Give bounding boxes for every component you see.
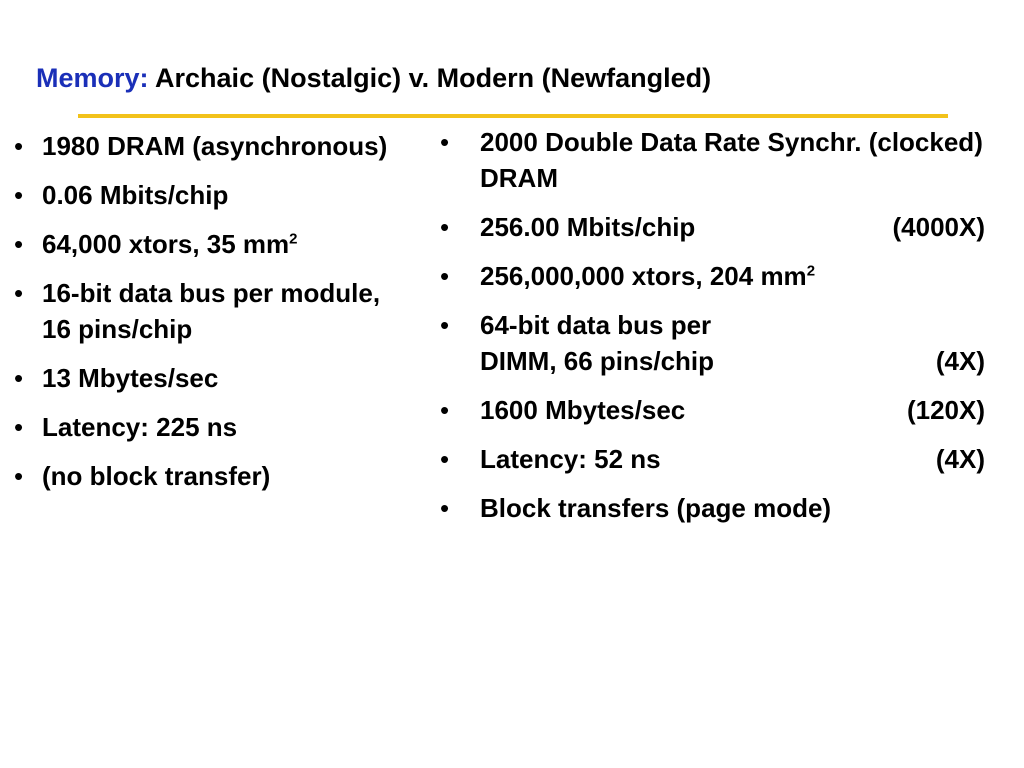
title-underline [78,114,948,118]
superscript: 2 [806,262,816,280]
list-item [14,360,414,396]
list-item [440,124,985,196]
bullet-icon: • [440,212,450,242]
list-item [14,226,414,262]
bullet-icon: • [14,461,24,491]
bullet-icon: • [440,310,450,340]
list-item [14,275,414,347]
bullet-icon: • [440,395,450,425]
item-text: 1980 DRAM (asynchronous) [42,131,388,161]
bullet-icon: • [440,493,450,523]
list-item [14,409,414,445]
superscript: 2 [289,230,298,248]
item-text: 0.06 Mbits/chip [42,180,229,210]
bullet-icon: • [440,127,450,157]
list-item [440,307,985,379]
improvement-ratio: (120X) [906,395,985,425]
item-second-line: DIMM, 66 pins/chip [480,346,715,376]
improvement-ratio: (4000X) [892,212,985,242]
title-accent: Memory: [36,63,149,93]
list-item [14,128,414,164]
item-text: 1600 Mbytes/sec [480,395,686,425]
item-text-with-sup [480,258,985,294]
bullet-icon: • [440,444,450,474]
list-item [440,490,985,526]
item-first-line: 64-bit data bus per [480,310,712,340]
list-item [440,392,985,428]
item-row [480,343,985,379]
item-text: 13 Mbytes/sec [42,363,219,393]
slide-title [36,58,711,98]
bullet-icon: • [14,180,24,210]
bullet-icon: • [14,363,24,393]
list-item [440,209,985,245]
list-item [14,177,414,213]
bullet-icon: • [14,278,24,308]
list-item [440,441,985,477]
item-text: 16-bit data bus per module, 16 pins/chip [42,278,381,344]
item-text: Latency: 225 ns [42,412,238,442]
list-item [440,258,985,294]
item-text: 64,000 xtors, 35 mm [42,229,290,259]
item-text: 256.00 Mbits/chip [480,212,696,242]
right-column-list [440,124,985,539]
item-row [480,441,985,477]
list-item [14,458,414,494]
bullet-icon: • [440,261,450,291]
item-row [480,209,985,245]
item-row [480,392,985,428]
title-rest: Archaic (Nostalgic) v. Modern (Newfangled) [155,63,712,93]
item-text: (no block transfer) [42,461,271,491]
item-text: Latency: 52 ns [480,444,661,474]
left-column-list [14,128,414,507]
improvement-ratio: (4X) [935,346,985,376]
bullet-icon: • [14,131,24,161]
item-text-with-sup [42,226,414,262]
item-text: 256,000,000 xtors, 204 mm [480,261,807,291]
bullet-icon: • [14,412,24,442]
improvement-ratio: (4X) [935,444,985,474]
item-text: Block transfers (page mode) [480,493,832,523]
bullet-icon: • [14,229,24,259]
item-text: 2000 Double Data Rate Synchr. (clocked) DRAM [480,127,983,193]
